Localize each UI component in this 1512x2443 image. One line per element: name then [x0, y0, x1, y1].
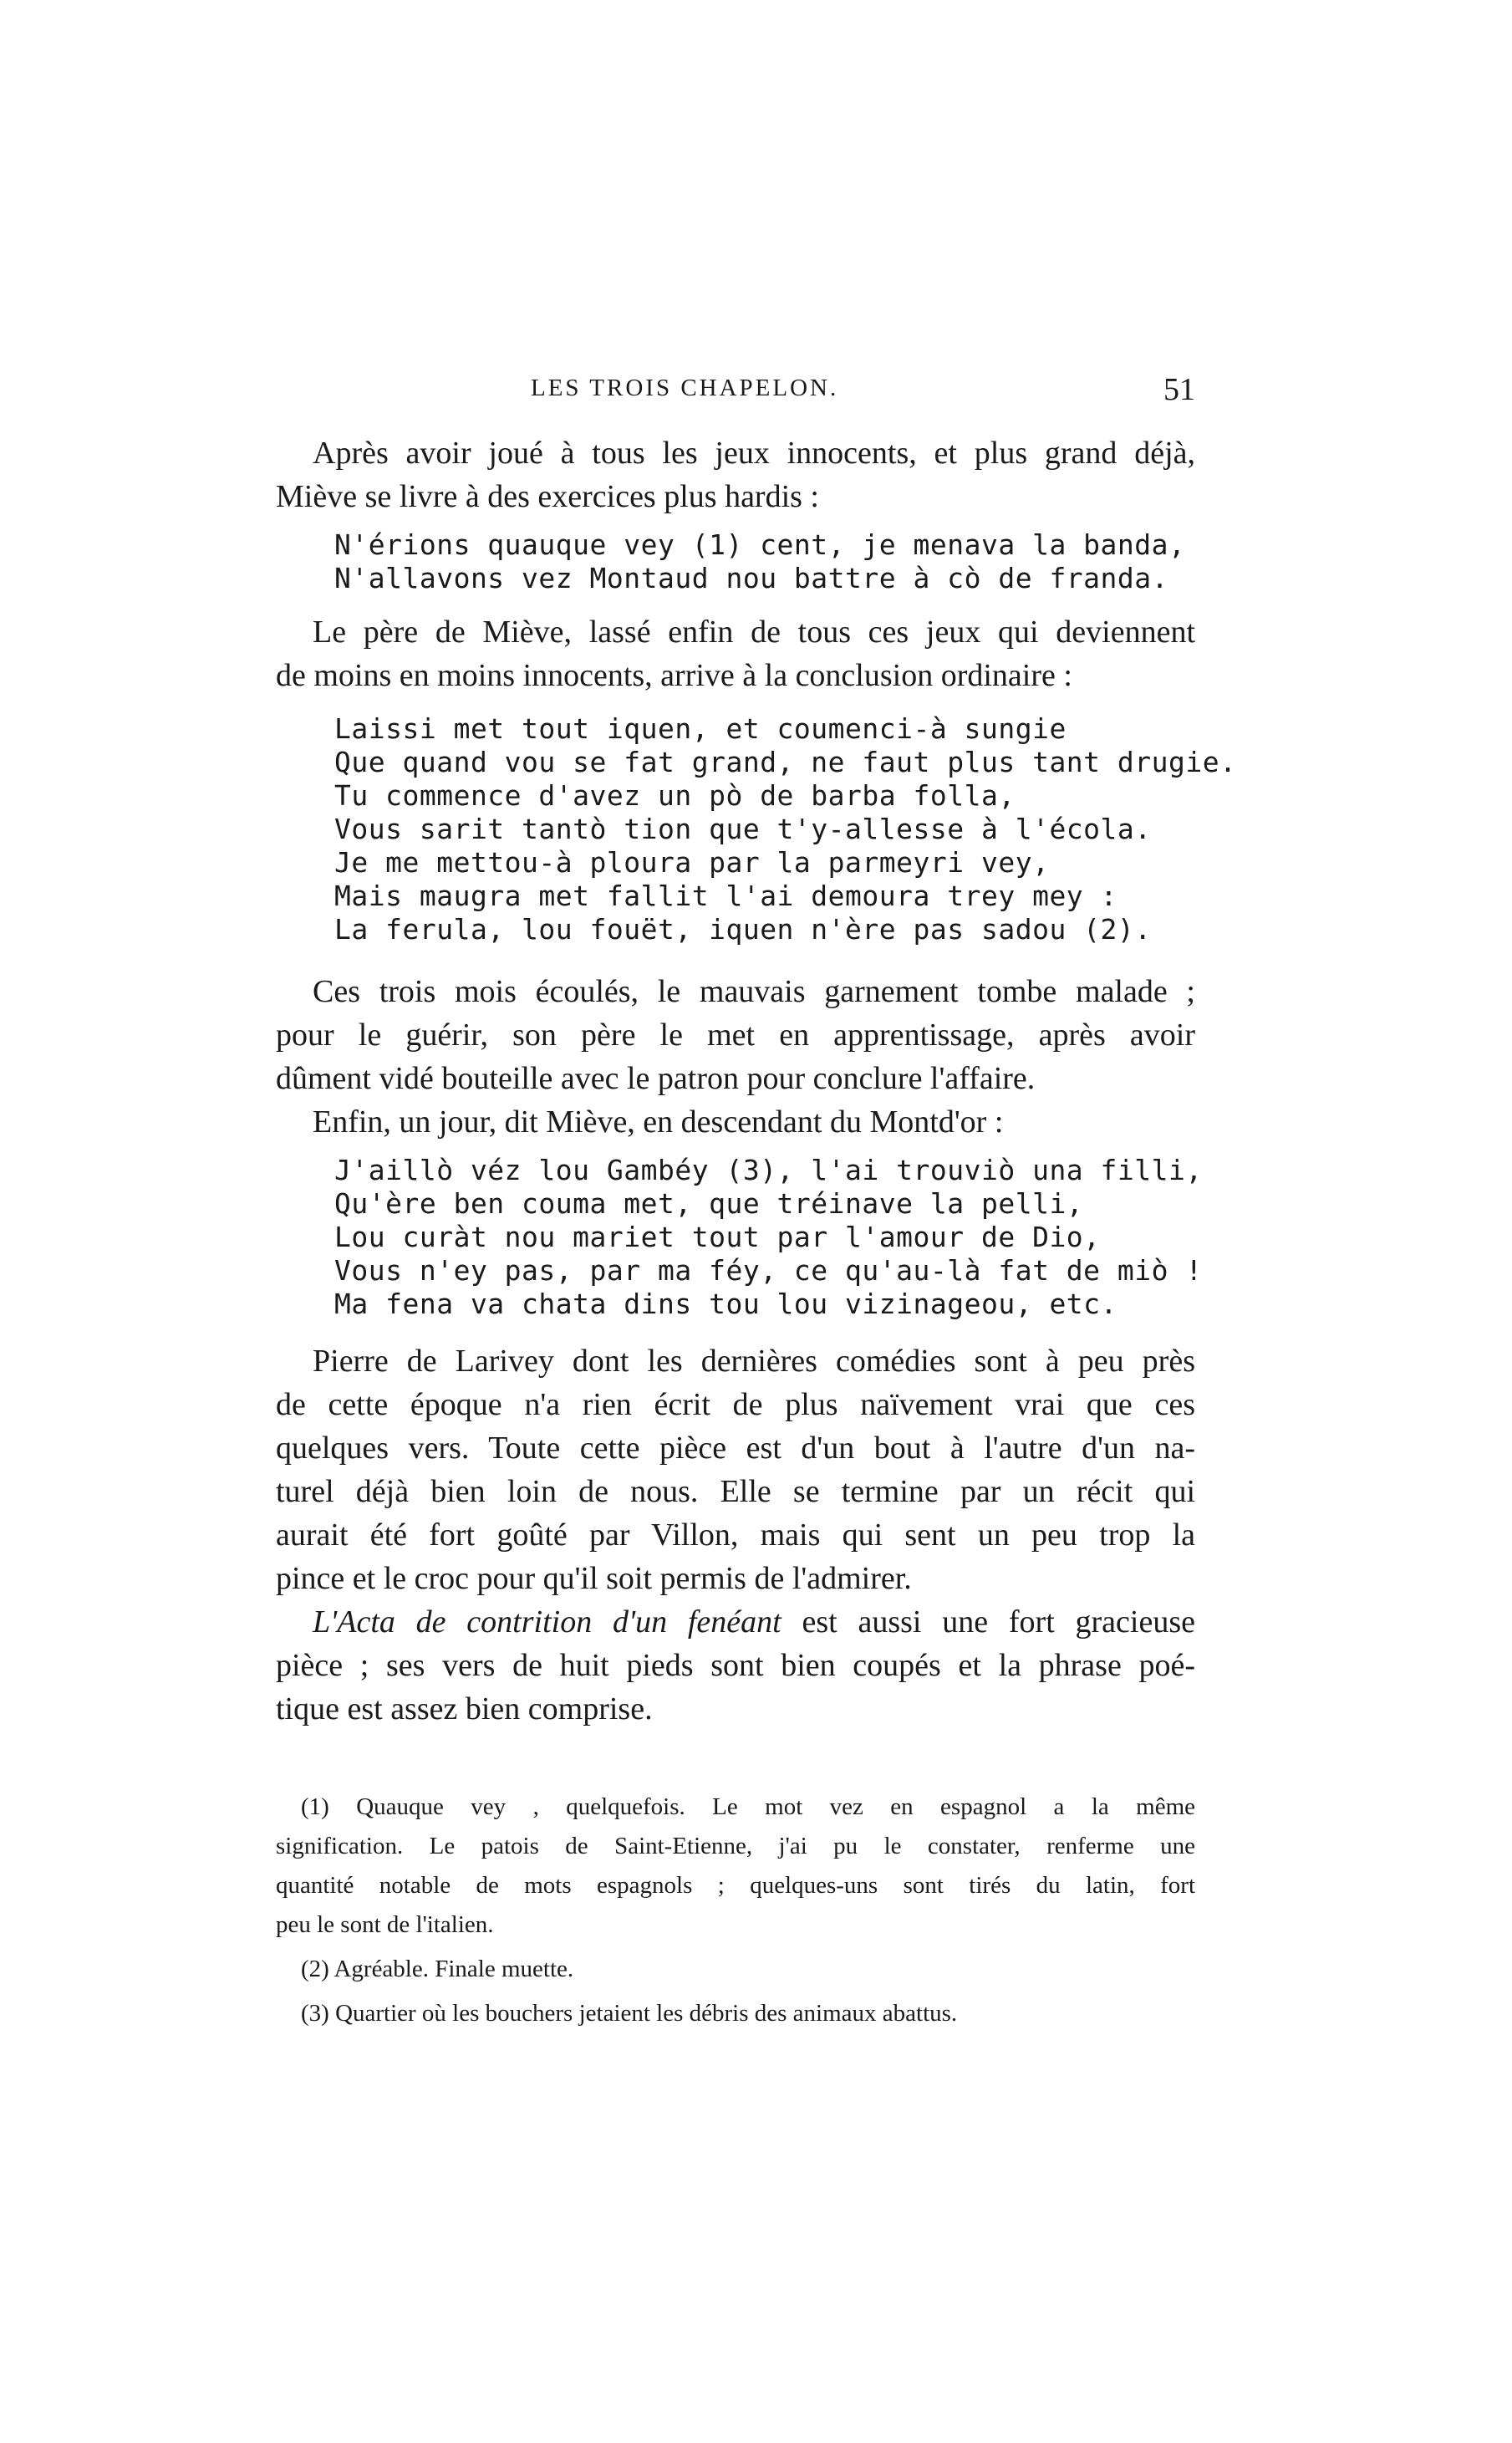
- footnote-line: (3) Quartier où les bouchers jetaient les débris des animaux abattus.: [301, 2000, 958, 2027]
- text-line: pince et le croc pour qu'il soit permis de l'admirer.: [276, 1561, 912, 1596]
- text-line: turel déjà bien loin de nous. Elle se termine par un récit qui: [276, 1474, 1195, 1509]
- text-line: Pierre de Larivey dont les dernières comédies sont à peu près: [313, 1344, 1195, 1379]
- text-line: Enfin, un jour, dit Miève, en descendant du Montd'or :: [313, 1104, 1004, 1140]
- verse-line: Tu commence d'avez un pò de barba folla,: [334, 779, 1016, 812]
- page-header: [276, 372, 1195, 416]
- text-line: pièce ; ses vers de huit pieds sont bien coupés et la phrase poé-: [276, 1648, 1195, 1683]
- verse-line: Que quand vou se fat grand, ne faut plus tant drugie.: [334, 746, 1237, 778]
- verse-line: Lou curàt nou mariet tout par l'amour de Dio,: [334, 1221, 1101, 1253]
- text-line: Après avoir joué à tous les jeux innocents, et plus grand déjà,: [313, 436, 1195, 471]
- footnote-line: quantité notable de mots espagnols ; quelques-uns sont tirés du latin, fort: [276, 1872, 1195, 1899]
- verse-line: Ma fena va chata dins tou lou vizinageou, etc.: [334, 1288, 1117, 1320]
- verse-block-3: [276, 1154, 1203, 1321]
- verse-line: Je me mettou-à ploura par la parmeyri vey,: [334, 846, 1050, 879]
- running-title: LES TROIS CHAPELON.: [531, 375, 839, 401]
- paragraph-6: [276, 1600, 1195, 1731]
- text-line: pour le guérir, son père le met en apprentissage, après avoir: [276, 1017, 1195, 1053]
- paragraph-3: [276, 970, 1195, 1100]
- text-line: aurait été fort goûté par Villon, mais qui sent un peu trop la: [276, 1517, 1195, 1553]
- footnote-line: (2) Agréable. Finale muette.: [301, 1956, 574, 1982]
- verse-block-1: [276, 528, 1195, 595]
- verse-line: Laissi met tout iquen, et coumenci-à sungie: [334, 712, 1067, 745]
- text-line: Ces trois mois écoulés, le mauvais garnement tombe malade ;: [313, 974, 1195, 1009]
- text-line: Le père de Miève, lassé enfin de tous ces jeux qui deviennent: [313, 615, 1195, 650]
- verse-line: Vous n'ey pas, par ma féy, ce qu'au-là fat de miò !: [334, 1254, 1203, 1287]
- verse-line: La ferula, lou fouët, iquen n'ère pas sadou (2).: [334, 913, 1152, 946]
- verse-line: J'aillò véz lou Gambéy (3), l'ai trouviò una filli,: [334, 1154, 1203, 1186]
- text-line: de cette époque n'a rien écrit de plus naïvement vrai que ces: [276, 1387, 1195, 1422]
- text-fragment: est aussi une fort gracieuse: [781, 1604, 1195, 1640]
- text-line: tique est assez bien comprise.: [276, 1691, 653, 1726]
- footnote-line: signification. Le patois de Saint-Etienne, j'ai pu le constater, renferme une: [276, 1833, 1195, 1859]
- verse-line: Vous sarit tantò tion que t'y-allesse à l'écola.: [334, 813, 1152, 845]
- text-line: dûment vidé bouteille avec le patron pour conclure l'affaire.: [276, 1061, 1036, 1096]
- paragraph-1: [276, 431, 1195, 518]
- verse-line: N'érions quauque vey (1) cent, je menava la banda,: [334, 528, 1186, 561]
- footnotes: [276, 1788, 1195, 2038]
- footnote-line: (1) Quauque vey , quelquefois. Le mot vez en espagnol a la même: [301, 1793, 1195, 1820]
- text-line: quelques vers. Toute cette pièce est d'un bout à l'autre d'un na-: [276, 1431, 1195, 1466]
- verse-line: N'allavons vez Montaud nou battre à cò de franda.: [334, 562, 1169, 594]
- footnote-line: peu le sont de l'italien.: [276, 1911, 494, 1938]
- work-title: L'Acta de contrition d'un fenéant: [313, 1604, 781, 1640]
- footnote-2: [276, 1950, 1195, 1989]
- verse-block-2: [276, 712, 1237, 946]
- paragraph-4: [276, 1100, 1195, 1144]
- main-text: [276, 431, 1237, 1731]
- footnote-1: [276, 1788, 1195, 1945]
- page-number: 51: [1163, 372, 1195, 407]
- footnote-3: [276, 1994, 1195, 2033]
- text-line: Miève se livre à des exercices plus hardis :: [276, 479, 819, 514]
- paragraph-5: [276, 1339, 1195, 1600]
- paragraph-2: [276, 610, 1195, 697]
- text-line: de moins en moins innocents, arrive à la conclusion ordinaire :: [276, 658, 1072, 693]
- text-line: [276, 1600, 1195, 1644]
- verse-line: Qu'ère ben couma met, que tréinave la pelli,: [334, 1187, 1084, 1220]
- verse-line: Mais maugra met fallit l'ai demoura trey mey :: [334, 880, 1117, 912]
